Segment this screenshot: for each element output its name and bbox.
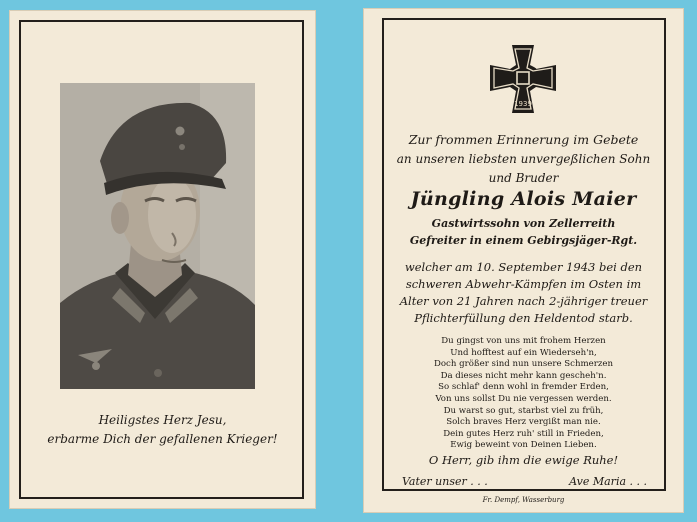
intro-line-3: und Bruder [488, 171, 559, 185]
paragraph-line: welcher am 10. September 1943 bei den [404, 260, 643, 274]
poem-line: Doch größer sind nun unsere Schmerzen [433, 359, 614, 370]
ave-maria-text: Ave Maria . . . [569, 475, 647, 488]
poem-line: Du warst so gut, starbst viel zu früh, [443, 405, 604, 416]
prayer-row [402, 475, 647, 488]
memorial-card-back [364, 9, 683, 512]
iron-cross-emblem [488, 43, 558, 115]
vater-unser-text: Vater unser . . . [402, 475, 488, 488]
poem-line: Ewig beweint von Deinen Lieben. [450, 440, 597, 451]
poem-line: Von uns sollst Du nie vergessen werden. [435, 393, 612, 404]
poem-line: Solch braves Herz vergißt man nie. [446, 417, 601, 428]
memorial-card-front [10, 11, 315, 508]
paragraph-line: Pflichterfüllung den Heldentod starb. [414, 311, 633, 325]
memorial-poem [390, 336, 657, 452]
occupation-line: Gastwirtssohn von Zellerreith [431, 217, 616, 230]
caption-line-2: erbarme Dich der gefallenen Krieger! [47, 432, 278, 446]
poem-line: Da dieses nicht mehr kann gescheh'n. [440, 370, 607, 381]
death-notice-paragraph [390, 259, 657, 327]
poem-line: Und hofftest auf ein Wiederseh'n, [450, 347, 597, 358]
intro-line-2: an unseren liebsten unvergeßlichen Sohn [396, 152, 651, 166]
prayer-caption [30, 411, 295, 449]
paragraph-line: Alter von 21 Jahren nach 2-jähriger treuer [399, 294, 648, 308]
intro-line-1: Zur frommen Erinnerung im Gebete [408, 132, 639, 147]
poem-line: So schlaf' denn wohl in fremder Erden, [438, 382, 609, 393]
portrait-illustration [60, 83, 255, 389]
iron-cross-icon [488, 43, 558, 115]
soldier-portrait-photo [60, 83, 255, 389]
closing-prayer: O Herr, gib ihm die ewige Ruhe! [428, 453, 619, 467]
poem-line: Du gingst von uns mit frohem Herzen [441, 336, 606, 346]
caption-line-1: Heiligstes Herz Jesu, [98, 413, 227, 427]
deceased-name: Jüngling Alois Maier [410, 188, 637, 210]
paragraph-line: schweren Abwehr-Kämpfen im Osten im [405, 277, 642, 291]
poem-line: Dein gutes Herz ruh' still in Frieden, [443, 428, 604, 439]
cross-year: 1939 [514, 100, 532, 108]
rank-line: Gefreiter in einem Gebirgsjäger-Rgt. [409, 234, 638, 247]
printer-imprint: Fr. Dempf, Wasserburg [482, 496, 565, 504]
